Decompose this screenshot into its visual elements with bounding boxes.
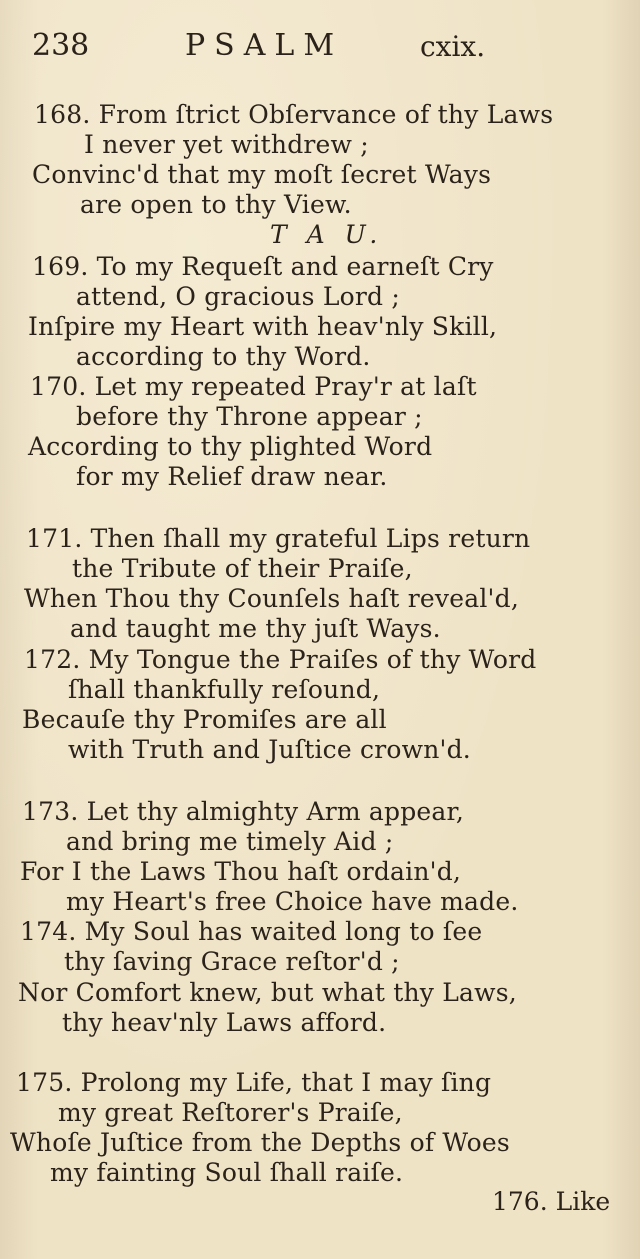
verse-line: 173. Let thy almighty Arm appear,: [22, 797, 465, 826]
page-title: PSALM: [185, 28, 344, 63]
section-heading: T A U.: [270, 220, 384, 249]
verse-line: According to thy plighted Word: [28, 432, 433, 461]
verse-line: according to thy Word.: [76, 342, 371, 371]
verse-line: for my Relief draw near.: [76, 462, 388, 491]
verse-line: 171. Then ſhall my grateful Lips return: [26, 524, 531, 553]
verse-line: before thy Throne appear ;: [76, 402, 423, 431]
verse-line: Whoſe Juſtice from the Depths of Woes: [10, 1128, 510, 1157]
verse-line: Inſpire my Heart with heav'nly Skill,: [28, 312, 498, 341]
verse-line: my Heart's free Choice have made.: [66, 887, 519, 916]
verse-line: the Tribute of their Praiſe,: [72, 554, 413, 583]
verse-line: Becauſe thy Promiſes are all: [22, 705, 387, 734]
verse-line: my great Reſtorer's Praiſe,: [58, 1098, 403, 1127]
verse-line: ſhall thankfully reſound,: [68, 675, 381, 704]
verse-line: 172. My Tongue the Praiſes of thy Word: [24, 645, 537, 674]
verse-line: thy ſaving Grace reſtor'd ;: [64, 947, 400, 976]
verse-line: with Truth and Juſtice crown'd.: [68, 735, 471, 764]
chapter-number: cxix.: [420, 30, 486, 63]
verse-line: attend, O gracious Lord ;: [76, 282, 400, 311]
verse-line: and taught me thy juſt Ways.: [70, 614, 441, 643]
verse-line: and bring me timely Aid ;: [66, 827, 394, 856]
verse-line: 175. Prolong my Life, that I may ſing: [16, 1068, 492, 1097]
verse-line: When Thou thy Counſels haſt reveal'd,: [24, 584, 519, 613]
verse-line: my fainting Soul ſhall raiſe.: [50, 1158, 404, 1187]
catchword: 176. Like: [492, 1187, 611, 1216]
verse-line: thy heav'nly Laws afford.: [62, 1008, 387, 1037]
verse-line: Convinc'd that my moſt ſecret Ways: [32, 160, 492, 189]
verse-line: 170. Let my repeated Pray'r at laſt: [30, 372, 477, 401]
verse-line: 168. From ſtrict Obſervance of thy Laws: [34, 100, 554, 129]
verse-line: are open to thy View.: [80, 190, 352, 219]
verse-line: 174. My Soul has waited long to ſee: [20, 917, 483, 946]
verse-line: Nor Comfort knew, but what thy Laws,: [18, 978, 517, 1007]
verse-line: For I the Laws Thou haſt ordain'd,: [20, 857, 462, 886]
page-number: 238: [32, 28, 90, 63]
verse-line: 169. To my Requeſt and earneſt Cry: [32, 252, 494, 281]
verse-line: I never yet withdrew ;: [84, 130, 369, 159]
